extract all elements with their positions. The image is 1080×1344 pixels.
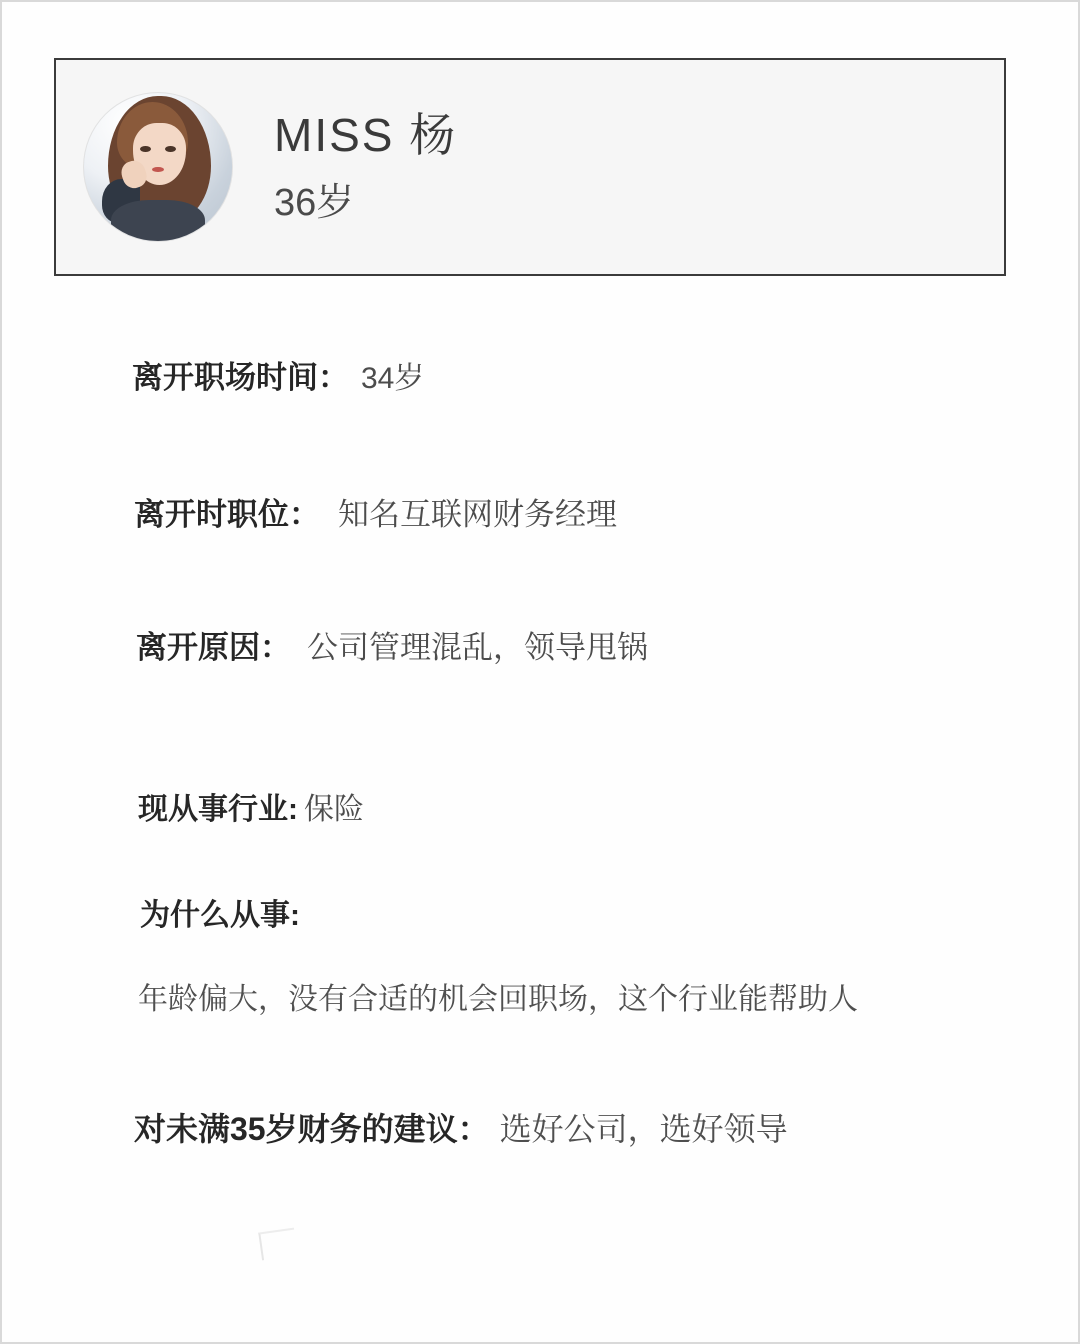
field-current-industry	[138, 784, 364, 828]
field-leave-time-value: 34岁	[361, 362, 425, 395]
field-advice	[134, 1104, 788, 1150]
avatar	[84, 93, 232, 241]
field-leave-time-label: 离开职场时间：	[132, 360, 349, 395]
profile-card	[54, 58, 1006, 276]
profile-text-block	[274, 107, 457, 226]
field-leave-reason	[136, 622, 648, 667]
field-current-industry-value: 保险	[304, 793, 364, 826]
field-leave-reason-label: 离开原因：	[136, 630, 291, 665]
field-why-label-row	[140, 890, 300, 934]
field-leave-position	[134, 489, 617, 534]
field-current-industry-label: 现从事行业:	[138, 793, 298, 826]
field-leave-reason-value: 公司管理混乱，领导甩锅	[307, 630, 648, 665]
avatar-eye-left	[140, 146, 150, 152]
field-leave-time	[132, 352, 424, 397]
field-advice-label: 对未满35岁财务的建议：	[134, 1111, 490, 1147]
avatar-eye-right	[165, 146, 175, 152]
field-leave-position-label: 离开时职位：	[134, 497, 320, 532]
field-advice-value: 选好公司，选好领导	[499, 1111, 788, 1147]
avatar-body	[111, 200, 206, 241]
profile-age: 36岁	[274, 181, 355, 224]
page-artifact	[258, 1228, 298, 1261]
field-leave-position-value: 知名互联网财务经理	[338, 497, 617, 532]
field-why-value: 年龄偏大，没有合适的机会回职场，这个行业能帮助人	[138, 983, 858, 1016]
profile-name: MISS 杨	[274, 109, 458, 162]
field-why-label: 为什么从事:	[140, 899, 300, 932]
